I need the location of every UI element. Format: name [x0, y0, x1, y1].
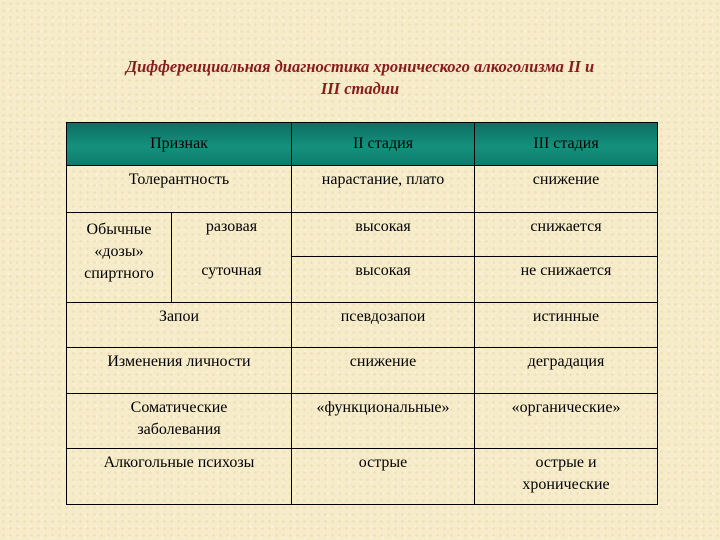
psychoses-stage-3-line-2: хронические: [522, 476, 610, 493]
doses-label-line-3: спиртного: [84, 265, 154, 282]
dose-daily-stage-3: не снижается: [475, 257, 658, 303]
somatic-stage-2: «функциональные»: [292, 394, 475, 449]
row-label-personality: Изменения личности: [67, 348, 292, 394]
diagnostic-table: [66, 122, 658, 505]
dose-single-stage-3: снижается: [475, 213, 658, 257]
doses-label-line-2: «дозы»: [94, 243, 144, 260]
table-row: [67, 213, 658, 257]
psychoses-stage-2: острые: [292, 449, 475, 505]
header-stage-3: III стадия: [475, 123, 658, 166]
psychoses-stage-3: [475, 449, 658, 505]
table-row: [67, 449, 658, 505]
header-stage-2: II стадия: [292, 123, 475, 166]
tolerance-stage-3: снижение: [475, 166, 658, 213]
row-label-psychoses: Алкогольные психозы: [67, 449, 292, 505]
header-feature: Признак: [67, 123, 292, 166]
doses-label-line-1: Обычные: [86, 221, 152, 238]
table-header-row: [67, 123, 658, 166]
row-label-somatic: [67, 394, 292, 449]
table-row: [67, 348, 658, 394]
dose-single-stage-2: высокая: [292, 213, 475, 257]
binges-stage-2: псевдозапои: [292, 303, 475, 348]
table-row: [67, 303, 658, 348]
somatic-stage-3: «органические»: [475, 394, 658, 449]
page-title: [40, 56, 680, 100]
somatic-label-line-1: Соматические: [130, 399, 228, 416]
title-line-1: Диффереициальная диагностика хронического алкоголизма II и: [125, 57, 595, 76]
row-label-doses: [67, 213, 172, 303]
tolerance-stage-2: нарастание, плато: [292, 166, 475, 213]
table-row: [67, 166, 658, 213]
row-label-tolerance: Толерантность: [67, 166, 292, 213]
personality-stage-3: деградация: [475, 348, 658, 394]
title-line-2: III стадии: [320, 79, 400, 98]
table-row: [67, 394, 658, 449]
dose-daily-label: суточная: [172, 257, 292, 303]
personality-stage-2: снижение: [292, 348, 475, 394]
binges-stage-3: истинные: [475, 303, 658, 348]
row-label-binges: Запои: [67, 303, 292, 348]
psychoses-stage-3-line-1: острые и: [535, 454, 597, 471]
dose-daily-stage-2: высокая: [292, 257, 475, 303]
dose-single-label: разовая: [172, 213, 292, 257]
somatic-label-line-2: заболевания: [137, 421, 221, 438]
